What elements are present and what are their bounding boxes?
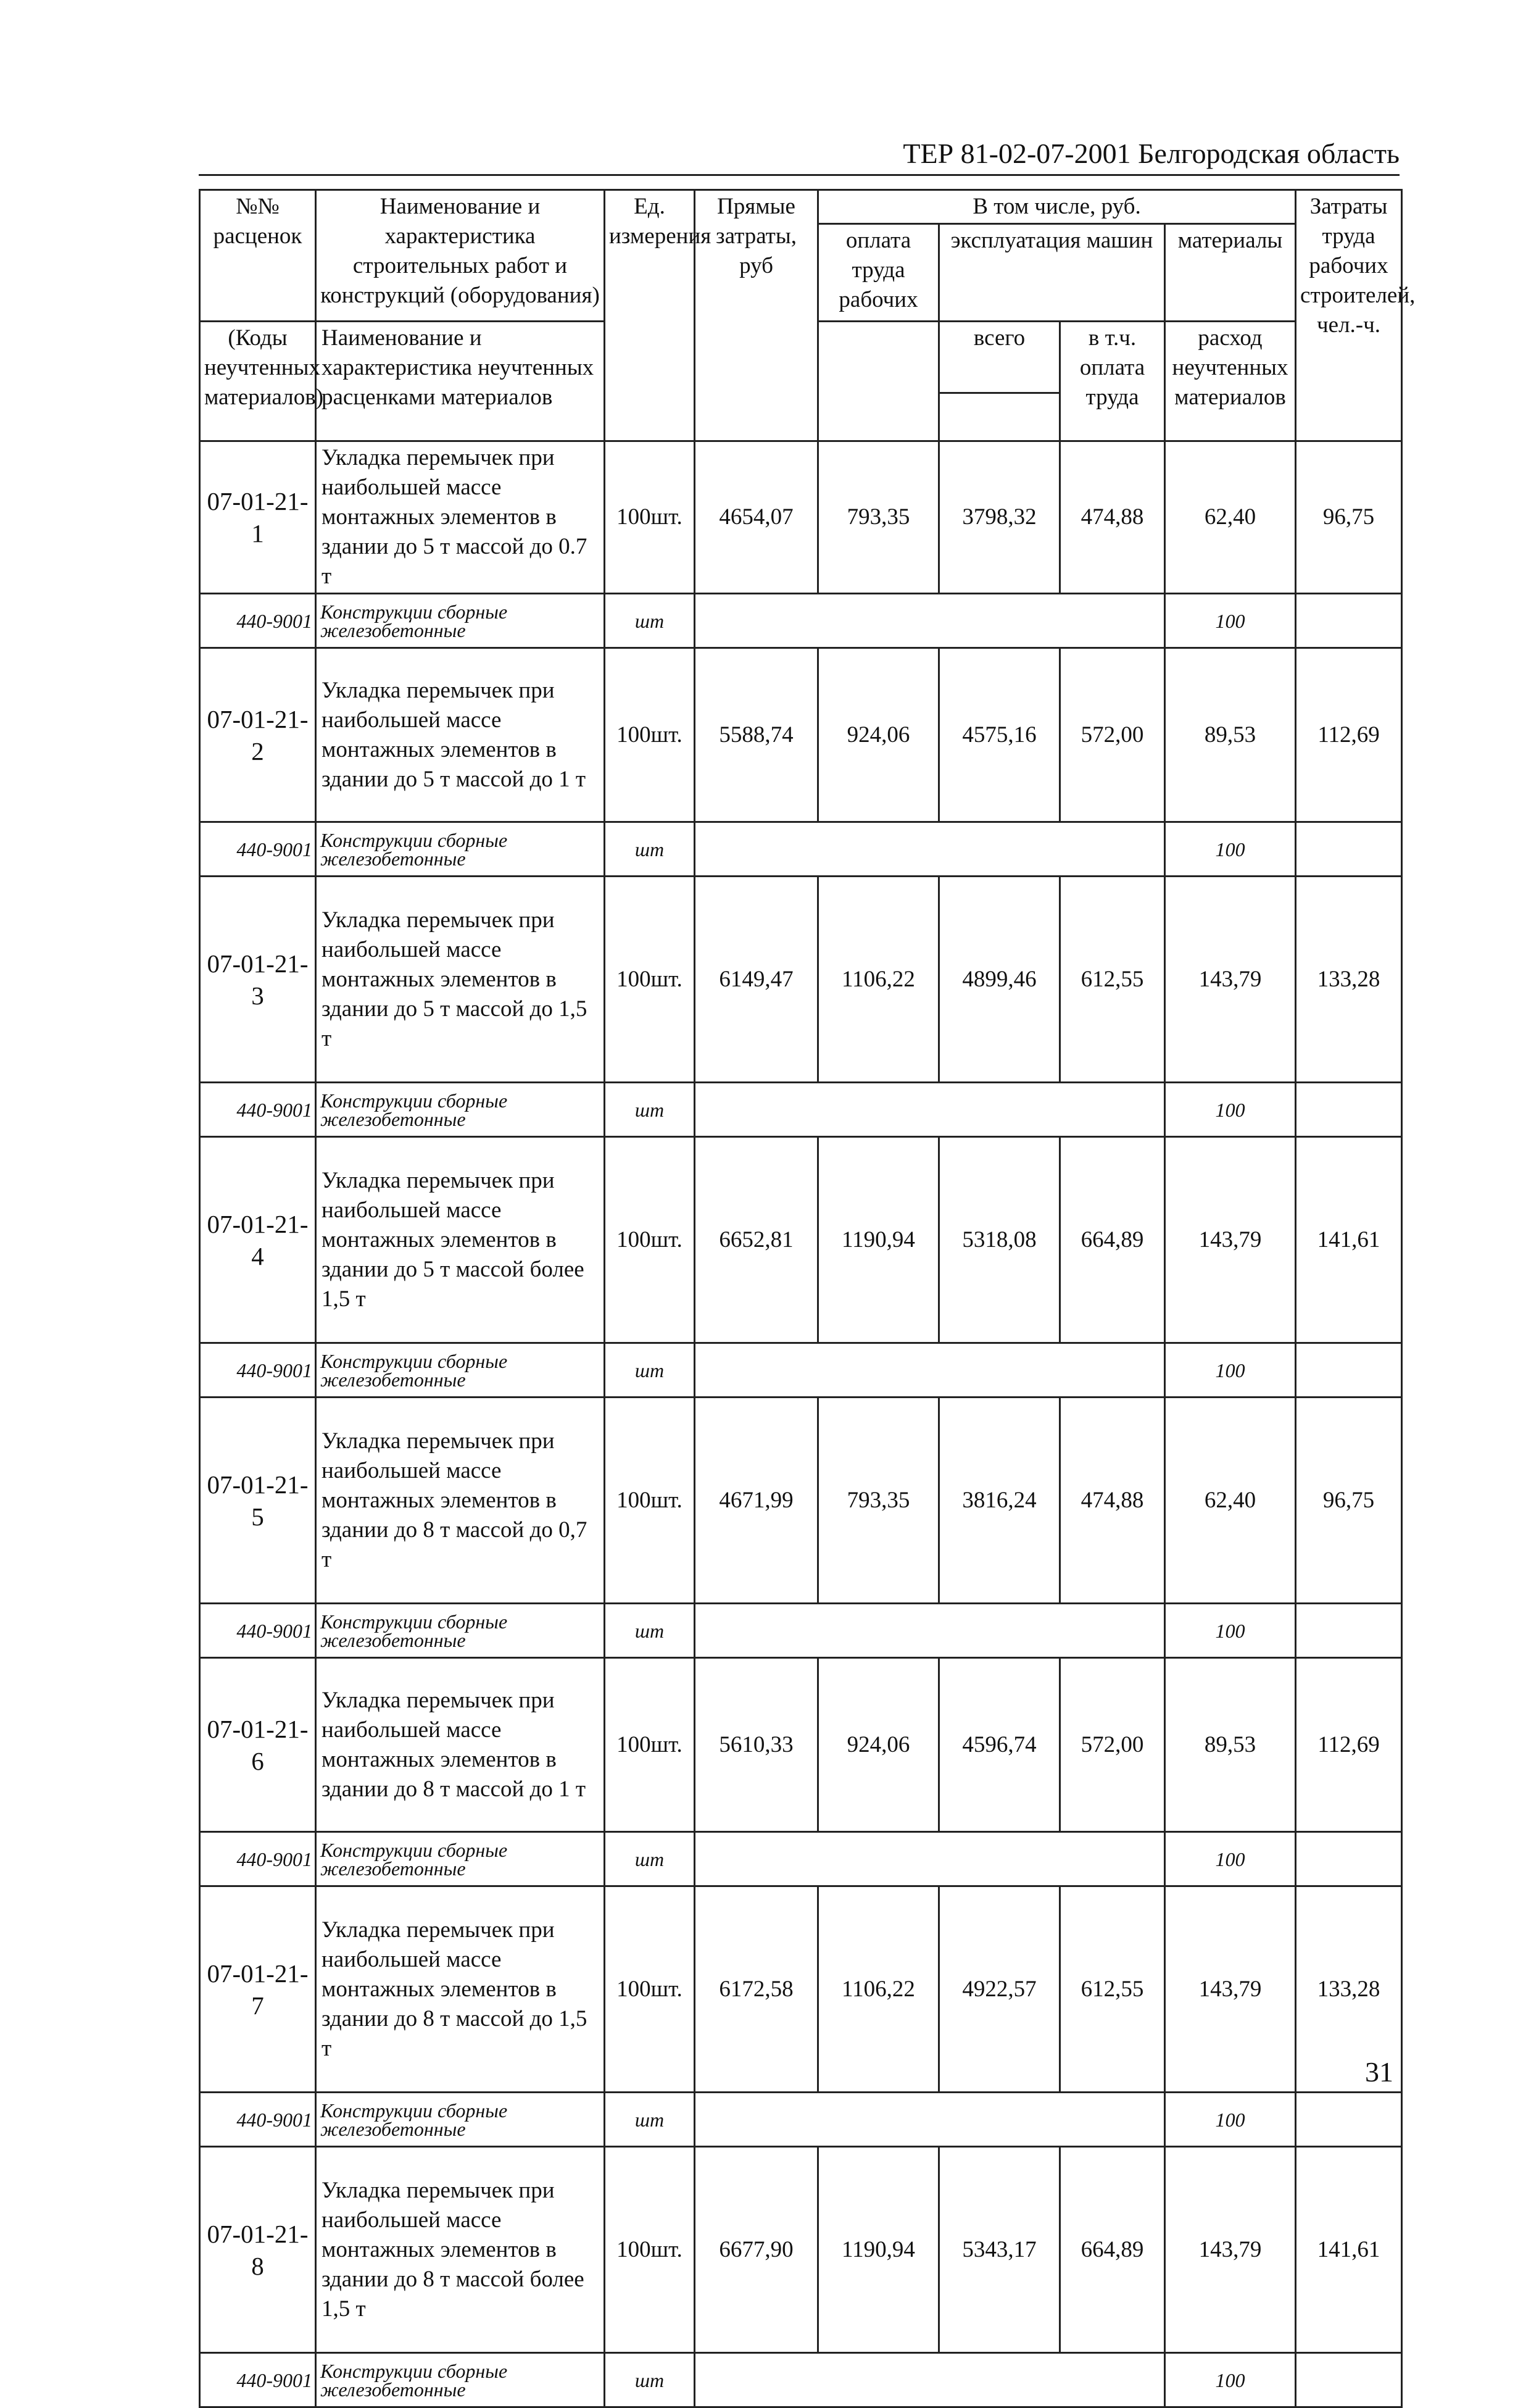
material-row xyxy=(200,2353,1402,2407)
unit: 100шт. xyxy=(605,1137,695,1343)
rate-code: 07-01-21-2 xyxy=(200,648,316,822)
unit: 100шт. xyxy=(605,648,695,822)
material-usage: 100 xyxy=(1165,1604,1296,1658)
labor-pay: 1190,94 xyxy=(818,2147,939,2353)
material-empty xyxy=(1296,822,1402,877)
material-code: 440-9001 xyxy=(200,822,316,877)
rate-code: 07-01-21-5 xyxy=(200,1398,316,1604)
material-name: Конструкции сборные железобетонные xyxy=(316,822,605,877)
unit: 100шт. xyxy=(605,441,695,594)
material-name: Конструкции сборные железобетонные xyxy=(316,1343,605,1398)
materials-cost: 62,40 xyxy=(1165,441,1296,594)
work-name: Укладка перемычек при наибольшей массе монтажных элементов в здании до 8 т массой до 1 т xyxy=(316,1658,605,1832)
work-name: Укладка перемычек при наибольшей массе монтажных элементов в здании до 5 т массой до 0.7 т xyxy=(316,441,605,594)
material-row xyxy=(200,2093,1402,2147)
header-incl: В том числе, руб. xyxy=(818,190,1296,224)
materials-cost: 143,79 xyxy=(1165,1137,1296,1343)
unit: 100шт. xyxy=(605,877,695,1083)
material-code: 440-9001 xyxy=(200,2353,316,2407)
materials-cost: 62,40 xyxy=(1165,1398,1296,1604)
material-empty xyxy=(695,1343,1165,1398)
machines-labor: 572,00 xyxy=(1060,648,1165,822)
machines-total: 5318,08 xyxy=(939,1137,1060,1343)
material-empty xyxy=(695,2353,1165,2407)
material-name: Конструкции сборные железобетонные xyxy=(316,1604,605,1658)
labor-pay: 793,35 xyxy=(818,441,939,594)
header-labor-pay: оплата труда рабочих xyxy=(818,224,939,322)
material-name: Конструкции сборные железобетонные xyxy=(316,2093,605,2147)
table-row xyxy=(200,877,1402,1083)
work-name: Укладка перемычек при наибольшей массе монтажных элементов в здании до 5 т массой более 1,5 т xyxy=(316,1137,605,1343)
machines-total: 4899,46 xyxy=(939,877,1060,1083)
material-usage: 100 xyxy=(1165,1343,1296,1398)
material-name: Конструкции сборные железобетонные xyxy=(316,1832,605,1886)
material-empty xyxy=(695,822,1165,877)
rate-code: 07-01-21-7 xyxy=(200,1886,316,2093)
header-unit: Ед. измерения xyxy=(605,190,695,441)
labor-hours: 96,75 xyxy=(1296,1398,1402,1604)
materials-cost: 143,79 xyxy=(1165,1886,1296,2093)
material-empty xyxy=(1296,594,1402,648)
work-name: Укладка перемычек при наибольшей массе монтажных элементов в здании до 8 т массой до 1,5 т xyxy=(316,1886,605,2093)
machines-total: 5343,17 xyxy=(939,2147,1060,2353)
material-row xyxy=(200,1083,1402,1137)
header-materials: материалы xyxy=(1165,224,1296,322)
machines-total: 4575,16 xyxy=(939,648,1060,822)
header-mach-total: всего xyxy=(939,322,1060,393)
rate-code: 07-01-21-8 xyxy=(200,2147,316,2353)
header-direct: Прямые затраты, руб xyxy=(695,190,818,441)
materials-cost: 89,53 xyxy=(1165,1658,1296,1832)
rate-code: 07-01-21-4 xyxy=(200,1137,316,1343)
direct-costs: 6149,47 xyxy=(695,877,818,1083)
machines-total: 4922,57 xyxy=(939,1886,1060,2093)
labor-pay: 1190,94 xyxy=(818,1137,939,1343)
material-empty xyxy=(1296,2353,1402,2407)
header-code: №№ расценок xyxy=(200,190,316,322)
material-unit: шт xyxy=(605,1083,695,1137)
material-unit: шт xyxy=(605,594,695,648)
material-row xyxy=(200,822,1402,877)
material-empty xyxy=(695,1083,1165,1137)
machines-labor: 664,89 xyxy=(1060,2147,1165,2353)
labor-pay: 1106,22 xyxy=(818,877,939,1083)
material-empty xyxy=(695,2093,1165,2147)
direct-costs: 4654,07 xyxy=(695,441,818,594)
materials-cost: 143,79 xyxy=(1165,877,1296,1083)
material-code: 440-9001 xyxy=(200,1343,316,1398)
material-row xyxy=(200,1604,1402,1658)
labor-hours: 112,69 xyxy=(1296,648,1402,822)
labor-pay: 924,06 xyxy=(818,648,939,822)
machines-total: 3816,24 xyxy=(939,1398,1060,1604)
labor-pay: 924,06 xyxy=(818,1658,939,1832)
material-row xyxy=(200,1343,1402,1398)
table-row xyxy=(200,648,1402,822)
work-name: Укладка перемычек при наибольшей массе монтажных элементов в здании до 5 т массой до 1,5 т xyxy=(316,877,605,1083)
machines-total: 3798,32 xyxy=(939,441,1060,594)
material-unit: шт xyxy=(605,2093,695,2147)
material-usage: 100 xyxy=(1165,2353,1296,2407)
page-number: 31 xyxy=(1365,2056,1393,2088)
labor-hours: 112,69 xyxy=(1296,1658,1402,1832)
material-empty xyxy=(695,1832,1165,1886)
material-code: 440-9001 xyxy=(200,1604,316,1658)
header-name: Наименование и характеристика строительных работ и конструкций (оборудования) xyxy=(316,190,605,322)
material-code: 440-9001 xyxy=(200,1832,316,1886)
table-row xyxy=(200,1886,1402,2093)
material-usage: 100 xyxy=(1165,1832,1296,1886)
table-row xyxy=(200,441,1402,594)
material-unit: шт xyxy=(605,1832,695,1886)
labor-pay: 793,35 xyxy=(818,1398,939,1604)
material-empty xyxy=(695,594,1165,648)
work-name: Укладка перемычек при наибольшей массе монтажных элементов в здании до 8 т массой более 1,5 т xyxy=(316,2147,605,2353)
machines-labor: 572,00 xyxy=(1060,1658,1165,1832)
header-machines: эксплуатация машин xyxy=(939,224,1165,322)
direct-costs: 6172,58 xyxy=(695,1886,818,2093)
unit: 100шт. xyxy=(605,1658,695,1832)
material-row xyxy=(200,1832,1402,1886)
material-usage: 100 xyxy=(1165,1083,1296,1137)
machines-labor: 474,88 xyxy=(1060,1398,1165,1604)
materials-cost: 89,53 xyxy=(1165,648,1296,822)
rate-code: 07-01-21-3 xyxy=(200,877,316,1083)
header-labor-hours: Затраты труда рабочих строителей, чел.-ч. xyxy=(1296,190,1402,441)
labor-hours: 141,61 xyxy=(1296,1137,1402,1343)
material-unit: шт xyxy=(605,2353,695,2407)
material-empty xyxy=(1296,2093,1402,2147)
material-unit: шт xyxy=(605,1604,695,1658)
material-usage: 100 xyxy=(1165,2093,1296,2147)
materials-cost: 143,79 xyxy=(1165,2147,1296,2353)
direct-costs: 5610,33 xyxy=(695,1658,818,1832)
material-usage: 100 xyxy=(1165,594,1296,648)
work-name: Укладка перемычек при наибольшей массе монтажных элементов в здании до 8 т массой до 0,7 т xyxy=(316,1398,605,1604)
material-empty xyxy=(1296,1343,1402,1398)
header-mat-code: (Коды неучтенных материалов) xyxy=(200,322,316,441)
material-empty xyxy=(695,1604,1165,1658)
material-name: Конструкции сборные железобетонные xyxy=(316,594,605,648)
machines-labor: 612,55 xyxy=(1060,1886,1165,2093)
machines-labor: 664,89 xyxy=(1060,1137,1165,1343)
table-body xyxy=(200,441,1402,2407)
unit: 100шт. xyxy=(605,1886,695,2093)
rates-table xyxy=(199,189,1416,2408)
header-rule xyxy=(199,174,1400,176)
labor-hours: 133,28 xyxy=(1296,1886,1402,2093)
material-empty xyxy=(1296,1604,1402,1658)
material-code: 440-9001 xyxy=(200,1083,316,1137)
labor-pay: 1106,22 xyxy=(818,1886,939,2093)
direct-costs: 6652,81 xyxy=(695,1137,818,1343)
unit: 100шт. xyxy=(605,1398,695,1604)
header-mat-name: Наименование и характеристика неучтенных расценками материалов xyxy=(316,322,605,441)
table-row xyxy=(200,1137,1402,1343)
header-mach-labor: в т.ч. оплата труда xyxy=(1060,322,1165,441)
material-row xyxy=(200,594,1402,648)
document-header: ТЕР 81-02-07-2001 Белгородская область xyxy=(903,138,1400,169)
material-empty xyxy=(1296,1832,1402,1886)
machines-labor: 474,88 xyxy=(1060,441,1165,594)
material-code: 440-9001 xyxy=(200,2093,316,2147)
unit: 100шт. xyxy=(605,2147,695,2353)
material-code: 440-9001 xyxy=(200,594,316,648)
material-empty xyxy=(1296,1083,1402,1137)
work-name: Укладка перемычек при наибольшей массе монтажных элементов в здании до 5 т массой до 1 т xyxy=(316,648,605,822)
material-unit: шт xyxy=(605,1343,695,1398)
rate-code: 07-01-21-6 xyxy=(200,1658,316,1832)
material-unit: шт xyxy=(605,822,695,877)
header-mat-usage: расход неучтенных материалов xyxy=(1165,322,1296,441)
direct-costs: 4671,99 xyxy=(695,1398,818,1604)
table-row xyxy=(200,2147,1402,2353)
labor-hours: 141,61 xyxy=(1296,2147,1402,2353)
machines-total: 4596,74 xyxy=(939,1658,1060,1832)
rate-code: 07-01-21-1 xyxy=(200,441,316,594)
table-row xyxy=(200,1658,1402,1832)
machines-labor: 612,55 xyxy=(1060,877,1165,1083)
labor-hours: 96,75 xyxy=(1296,441,1402,594)
material-name: Конструкции сборные железобетонные xyxy=(316,2353,605,2407)
material-usage: 100 xyxy=(1165,822,1296,877)
material-name: Конструкции сборные железобетонные xyxy=(316,1083,605,1137)
direct-costs: 5588,74 xyxy=(695,648,818,822)
labor-hours: 133,28 xyxy=(1296,877,1402,1083)
table-row xyxy=(200,1398,1402,1604)
direct-costs: 6677,90 xyxy=(695,2147,818,2353)
